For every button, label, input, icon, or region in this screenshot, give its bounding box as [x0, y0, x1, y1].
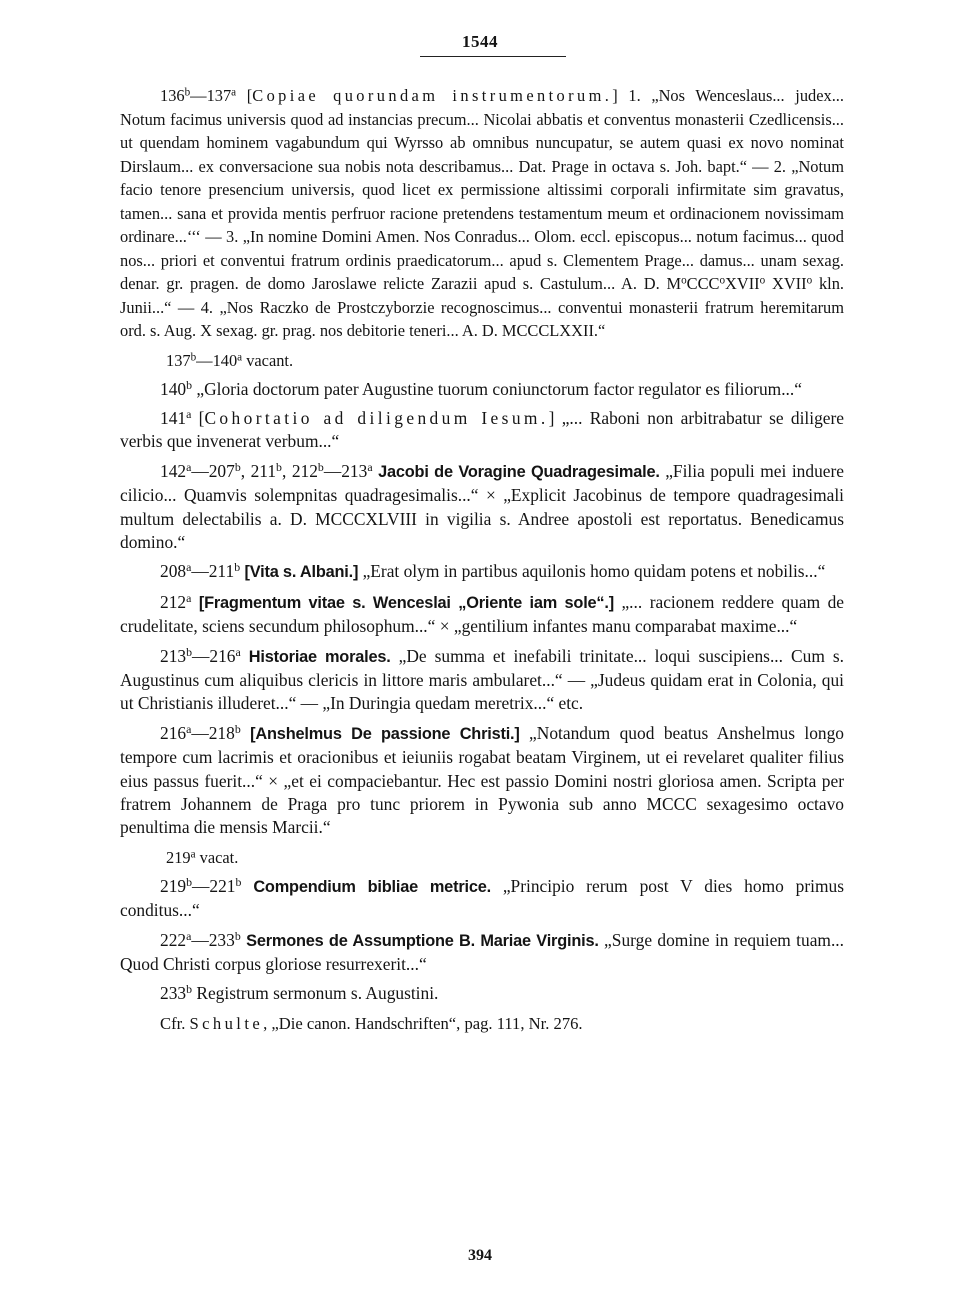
entry-213b-216a [120, 645, 844, 716]
folio-superscript: a [190, 848, 196, 861]
body-text [120, 84, 844, 1041]
entry-142a-207b [120, 460, 844, 555]
text-run: 222 [160, 929, 187, 950]
text-run: „Filia populi mei induere cilicio... Quamvis solempnitas quadragesimalis...“ × „Explicit Jacobinus de tempore quadragesimali multum delectabilis a. D. MCCCXLVIII in vigilia s. Andree apostoli est reportatus. Benedicamus domino.“ [120, 460, 844, 552]
folio-superscript: b [186, 874, 193, 889]
entry-141a [120, 407, 844, 454]
text-run: 142 [160, 460, 187, 481]
text-run: kln. Junii...“ — 4. „Nos Raczko de Prostczyborzie recognoscimus... conventui monasterii fratrum heremitarum ord. s. Aug. X sexag. gr. prag. nos debitorie teneri... A. D. MCCCLXXII.“ [120, 274, 844, 340]
folio-superscript: b [235, 874, 242, 889]
folio-superscript: b [186, 982, 193, 997]
text-run: Registrum sermonum s. Augustini. [192, 983, 439, 1004]
entry-216a-218b [120, 722, 844, 840]
folio-superscript: b [234, 459, 241, 474]
text-run: 140 [160, 378, 187, 399]
folio-superscript: o [681, 274, 687, 287]
page-footer-number: 394 [468, 1247, 492, 1264]
text-run: „Gloria doctorum pater Augustine tuorum coniunctorum factor regulator es filiorum...“ [192, 378, 802, 399]
folio-superscript: o [719, 274, 726, 287]
folio-superscript: o [759, 274, 766, 287]
text-run: —233 [191, 929, 235, 950]
text-run: 216 [160, 722, 187, 743]
text-run: „Principio rerum post V dies homo primus conditus...“ [120, 875, 844, 921]
folio-superscript: a [231, 86, 237, 99]
text-run: 137 [166, 350, 191, 370]
spaced-title: Cohortatio ad diligendum Iesum. [204, 407, 549, 428]
text-run: ] „... Raboni non arbitrabatur se diligere verbis que invenerat verbum...“ [120, 407, 844, 452]
spaced-title: Copiae quorundam instrumentorum. [252, 86, 613, 105]
folio-superscript: a [186, 560, 192, 575]
folio-superscript: b [276, 459, 282, 474]
folio-superscript: b [186, 377, 193, 392]
folio-superscript: b [317, 459, 324, 474]
folio-superscript: a [186, 721, 192, 736]
folio-superscript: o [806, 274, 813, 287]
work-heading: Historiae morales. [248, 647, 391, 666]
text-run: „De summa et inefabili trinitate... loqui suscipiens... Cum s. Augustinus cum aliquibus clericis in littore maris ambularet...“ — „Judeus quidam erat in Colonia, qui ut Christianis illuderet...“ — „In Duringia quedam meretrix...“ etc. [120, 645, 844, 714]
text-run: „Erat olym in partibus aquilonis homo quidam potens et nobilis...“ [358, 561, 826, 582]
folio-superscript: a [367, 459, 373, 474]
folio-superscript: b [186, 644, 193, 659]
folio-superscript: a [235, 644, 241, 659]
text-run [241, 646, 249, 666]
folio-superscript: b [184, 86, 191, 99]
header-rule [420, 56, 566, 57]
text-run: —213 [323, 460, 368, 481]
entry-208a-211b [120, 560, 844, 584]
work-heading: [Anshelmus De passione Christi.] [250, 724, 520, 743]
text-run: 208 [160, 561, 187, 582]
text-run: —140 [196, 350, 238, 370]
folio-superscript: b [234, 560, 241, 575]
entry-222a-233b [120, 929, 844, 977]
text-run: „... racionem reddere quam de crudelitate, sciens secundum philosophum...“ × „gentilium infantes manu comparabat maxime...“ [120, 591, 844, 637]
text-run [241, 723, 250, 743]
text-run: CCC [686, 274, 720, 293]
text-run: 213 [160, 645, 187, 666]
text-run: „Notandum quod beatus Anshelmus longo tempore cum lacrimis et oracionibus et ieiuniis rogabat beatam Virginem, ut ei revelaret qualiter filius eius passus fuerit...“ × „et ei compaciebantur. Hec est passio Domini nostri gloriosa amen. Scripta per fratrem Johannem de Praga pro tunc priorem in Pywonia sub anno MCCC sexagesimo octavo penultima die mensis Marcii.“ [120, 722, 844, 838]
folio-superscript: a [186, 459, 192, 474]
text-run: —216 [192, 645, 236, 666]
folio-superscript: a [186, 928, 192, 943]
text-run: 233 [160, 983, 187, 1004]
text-run: —207 [191, 460, 235, 481]
text-run: 219 [166, 847, 191, 867]
entry-219b-221b [120, 875, 844, 923]
entry-212a [120, 591, 844, 639]
text-run: 141 [160, 407, 187, 428]
work-heading: [Fragmentum vitae s. Wenceslai „Oriente iam sole“.] [198, 593, 614, 612]
text-run: XVII [725, 274, 760, 293]
spaced-title: Schulte [189, 1013, 264, 1033]
page-header-number: 1544 [462, 32, 498, 51]
text-run: —218 [191, 722, 235, 743]
text-run: —221 [192, 875, 236, 896]
citation [120, 1012, 844, 1035]
entry-219a [120, 846, 844, 869]
text-run: 219 [160, 875, 187, 896]
text-run: [ [191, 407, 205, 428]
text-run [191, 592, 198, 612]
work-heading: [Vita s. Albani.] [244, 563, 359, 582]
entry-140b [120, 378, 844, 401]
text-run [241, 876, 253, 896]
entry-233b [120, 982, 844, 1005]
entry-136b-137a [120, 84, 844, 343]
folio-superscript: a [186, 590, 192, 605]
text-run: Cfr. [160, 1013, 190, 1033]
text-run: [ [236, 86, 253, 105]
folio-superscript: a [186, 407, 192, 421]
text-run: 136 [160, 86, 185, 105]
entry-137b-140a [120, 349, 844, 372]
text-run: „Surge domine in requiem tuam... Quod Christi corpus gloriose resurrexerit...“ [120, 929, 845, 975]
text-run: , 211 [240, 460, 277, 481]
folio-superscript: b [234, 928, 241, 943]
text-run: , 212 [281, 460, 318, 481]
text-run: vacant. [242, 350, 294, 370]
work-heading: Jacobi de Voragine Quadragesimale. [378, 462, 660, 481]
folio-superscript: b [234, 721, 241, 736]
text-run: , „Die canon. Handschriften“, pag. 111, Nr. 276. [263, 1013, 583, 1033]
text-run: vacat. [195, 847, 239, 867]
text-run: XVII [765, 274, 807, 293]
folio-superscript: b [190, 350, 197, 363]
work-heading: Sermones de Assumptione B. Mariae Virginis. [246, 931, 599, 950]
work-heading: Compendium bibliae metrice. [253, 877, 491, 896]
text-run: ] 1. „Nos Wenceslaus... judex... Notum facimus universis quod ad instancias precum... Nicolai abbatis et conventus monasterii Czedlicensis... ut quendam hominem vagabundum qui Wyrsso ab omnibus nuncupatur, se autem quasi ex novo nominat Dirslaum... ex conversacione sua nobis nota describamus... Dat. Prage in octava s. Joh. bapt.“ — 2. „Notum facio tenore presencium universis, quod licet ex permissione altissimi corporali infirmitate sim gravatus, tamen... sana et provida mentis perfruor racione pretendens testamentum meum et ordinacionem novissimam ordinare...‘‘‘ — 3. „In nomine Domini Amen. Nos Conradus... Olom. eccl. episcopus... notum facimus... quod nos... priori et conventui fratrum ordinis praedicatorum... apud s. Clementem Prage... damus... unam sexag. denar. gr. pragen. de domo Jaroslawe relicte Zarazii apud s. Castulum... A. D. M [120, 86, 844, 293]
folio-superscript: a [237, 350, 243, 363]
text-run: —137 [190, 86, 232, 105]
text-run: —211 [191, 561, 235, 582]
text-run: 212 [160, 591, 187, 612]
